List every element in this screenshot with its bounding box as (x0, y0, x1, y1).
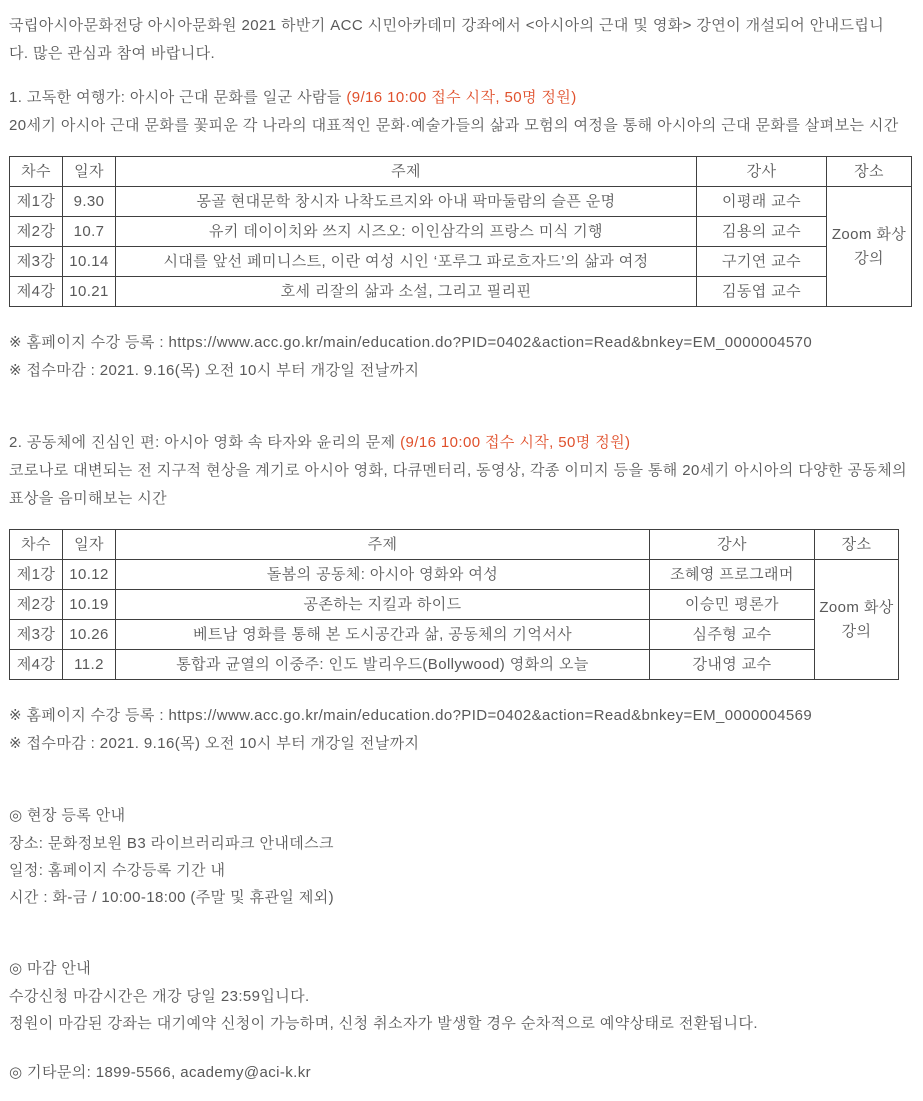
topic-cell: 베트남 영화를 통해 본 도시공간과 삶, 공동체의 기억서사 (116, 620, 650, 650)
session-cell: 제2강 (10, 590, 63, 620)
lecturer-cell: 김용의 교수 (697, 217, 827, 247)
table-row (10, 217, 912, 247)
course1-register-line (9, 329, 913, 357)
location-cell: Zoom 화상 강의 (827, 187, 912, 307)
course1-title-line (9, 84, 913, 112)
date-cell: 10.12 (63, 560, 116, 590)
course1-title: 1. 고독한 여행가: 아시아 근대 문화를 일군 사람들 (9, 89, 342, 106)
session-cell: 제4강 (10, 277, 63, 307)
date-cell: 10.26 (63, 620, 116, 650)
course1-schedule-table (9, 156, 912, 307)
register-url: https://www.acc.go.kr/main/education.do?PID=0402&action=Read&bnkey=EM_0000004570 (168, 334, 813, 351)
topic-cell: 호세 리잘의 삶과 소설, 그리고 필리핀 (116, 277, 697, 307)
date-cell: 11.2 (63, 650, 116, 680)
table-row (10, 650, 899, 680)
lecturer-cell: 이평래 교수 (697, 187, 827, 217)
intro-paragraph: 국립아시아문화전당 아시아문화원 2021 하반기 ACC 시민아카데미 강좌에서 <아시아의 근대 및 영화> 강연이 개설되어 안내드립니다. 많은 관심과 참여 바랍니다. (9, 17, 885, 62)
lecturer-cell: 조혜영 프로그래머 (650, 560, 815, 590)
onsite-hours-line: 시간 : 화-금 / 10:00-18:00 (주말 및 휴관일 제외) (9, 889, 335, 906)
course2-registration-notice: (9/16 10:00 접수 시작, 50명 정원) (400, 434, 631, 451)
header-date: 일자 (63, 530, 116, 560)
closing-section-title: ◎ 마감 안내 (9, 960, 92, 977)
topic-cell: 통합과 균열의 이중주: 인도 발리우드(Bollywood) 영화의 오늘 (116, 650, 650, 680)
closing-deadline-line: 수강신청 마감시간은 개강 당일 23:59입니다. (9, 988, 310, 1005)
onsite-location-line: 장소: 문화정보원 B3 라이브러리파크 안내데스크 (9, 835, 334, 852)
session-cell: 제1강 (10, 560, 63, 590)
lecturer-cell: 강내영 교수 (650, 650, 815, 680)
topic-cell: 유키 데이이치와 쓰지 시즈오: 이인삼각의 프랑스 미식 기행 (116, 217, 697, 247)
course2-title-line (9, 429, 913, 457)
table-row (10, 560, 899, 590)
header-date: 일자 (63, 157, 116, 187)
topic-cell: 공존하는 지킬과 하이드 (116, 590, 650, 620)
course2-deadline-line: ※ 접수마감 : 2021. 9.16(목) 오전 10시 부터 개강일 전날까지 (9, 735, 420, 752)
onsite-schedule-line: 일정: 홈페이지 수강등록 기간 내 (9, 862, 226, 879)
course2-schedule-table (9, 529, 899, 680)
table-row (10, 620, 899, 650)
lecturer-cell: 김동엽 교수 (697, 277, 827, 307)
date-cell: 10.19 (63, 590, 116, 620)
table-row (10, 247, 912, 277)
table-header-row (10, 530, 899, 560)
table-row (10, 187, 912, 217)
closing-waitlist-line: 정원이 마감된 강좌는 대기예약 신청이 가능하며, 신청 취소자가 발생할 경우 순차적으로 예약상태로 전환됩니다. (9, 1015, 758, 1032)
lecturer-cell: 구기연 교수 (697, 247, 827, 277)
session-cell: 제3강 (10, 620, 63, 650)
topic-cell: 돌봄의 공동체: 아시아 영화와 여성 (116, 560, 650, 590)
topic-cell: 몽골 현대문학 창시자 나착도르지와 아내 팍마둘람의 슬픈 운명 (116, 187, 697, 217)
header-session: 차수 (10, 157, 63, 187)
header-session: 차수 (10, 530, 63, 560)
register-label: ※ 홈페이지 수강 등록 : (9, 707, 169, 724)
location-cell: Zoom 화상 강의 (815, 560, 899, 680)
lecturer-cell: 이승민 평론가 (650, 590, 815, 620)
date-cell: 9.30 (63, 187, 116, 217)
course1-description: 20세기 아시아 근대 문화를 꽃피운 각 나라의 대표적인 문화·예술가들의 삶과 모험의 여정을 통해 아시아의 근대 문화를 살펴보는 시간 (9, 117, 899, 134)
header-location: 장소 (827, 157, 912, 187)
course2-register-line (9, 702, 913, 730)
course1-registration-notice: (9/16 10:00 접수 시작, 50명 정원) (346, 89, 577, 106)
header-lecturer: 강사 (697, 157, 827, 187)
table-row (10, 590, 899, 620)
register-url: https://www.acc.go.kr/main/education.do?PID=0402&action=Read&bnkey=EM_0000004569 (168, 707, 813, 724)
session-cell: 제4강 (10, 650, 63, 680)
header-lecturer: 강사 (650, 530, 815, 560)
date-cell: 10.21 (63, 277, 116, 307)
topic-cell: 시대를 앞선 페미니스트, 이란 여성 시인 ‘포루그 파로흐자드’의 삶과 여정 (116, 247, 697, 277)
header-location: 장소 (815, 530, 899, 560)
course2-title: 2. 공동체에 진심인 편: 아시아 영화 속 타자와 윤리의 문제 (9, 434, 396, 451)
session-cell: 제3강 (10, 247, 63, 277)
course2-description: 코로나로 대변되는 전 지구적 현상을 계기로 아시아 영화, 다큐멘터리, 동영상, 각종 이미지 등을 통해 20세기 아시아의 다양한 공동체의 표상을 음미해보는 시간 (9, 462, 908, 507)
contact-line: ◎ 기타문의: 1899-5566, academy@aci-k.kr (9, 1064, 312, 1081)
lecturer-cell: 심주형 교수 (650, 620, 815, 650)
table-header-row (10, 157, 912, 187)
date-cell: 10.14 (63, 247, 116, 277)
session-cell: 제1강 (10, 187, 63, 217)
course1-deadline-line: ※ 접수마감 : 2021. 9.16(목) 오전 10시 부터 개강일 전날까지 (9, 362, 420, 379)
session-cell: 제2강 (10, 217, 63, 247)
header-topic: 주제 (116, 157, 697, 187)
header-topic: 주제 (116, 530, 650, 560)
onsite-section-title: ◎ 현장 등록 안내 (9, 807, 126, 824)
date-cell: 10.7 (63, 217, 116, 247)
table-row (10, 277, 912, 307)
register-label: ※ 홈페이지 수강 등록 : (9, 334, 169, 351)
